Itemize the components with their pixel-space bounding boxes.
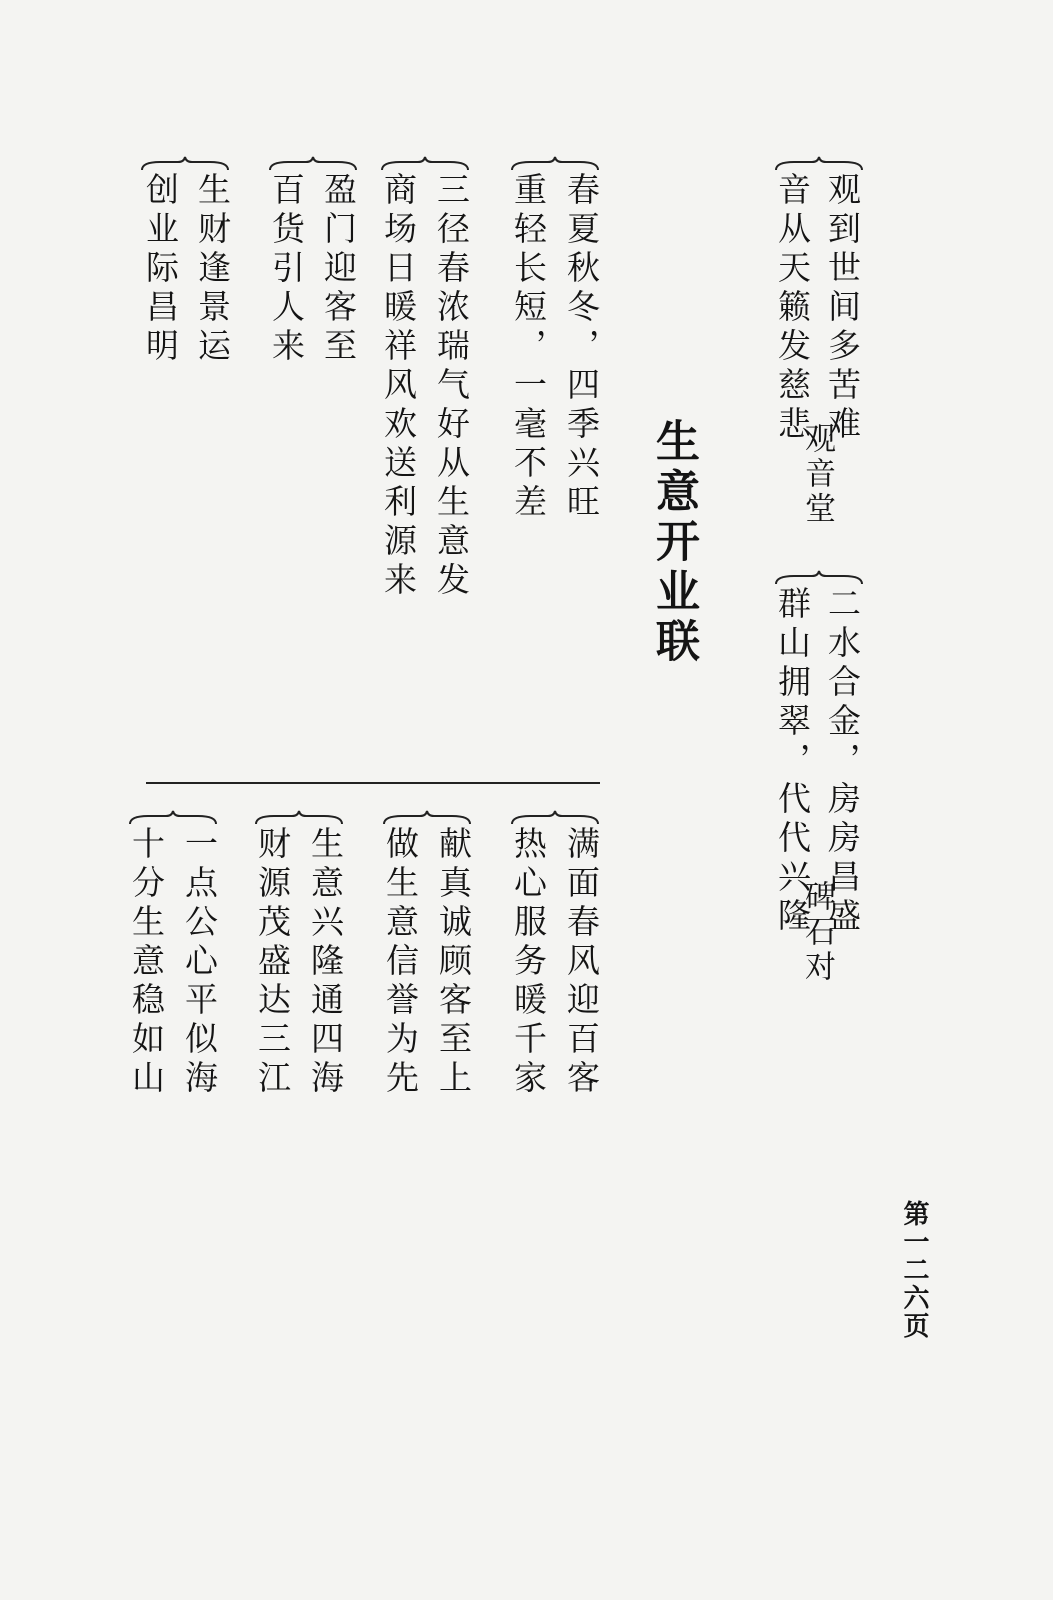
- couplet-lower-line: 热心服务暖千家: [509, 826, 548, 1099]
- couplet-brace: [380, 156, 470, 172]
- couplet-lower-line: 做生意信誉为先: [381, 826, 420, 1099]
- couplet-lower-line: 重轻长短，一毫不差: [509, 172, 548, 523]
- section-divider: [146, 782, 600, 784]
- couplet-upper-line: 三径春浓瑞气好从生意发: [432, 172, 471, 601]
- section-title: 生意开业联: [648, 418, 699, 668]
- couplet-brace: [254, 810, 344, 826]
- page-number: 第一二六页: [899, 1200, 929, 1340]
- couplet-lower-line: 创业际昌明: [141, 172, 180, 367]
- couplet-lower-line: 十分生意稳如山: [127, 826, 166, 1099]
- couplet-upper-line: 二水合金，房房昌盛: [823, 586, 862, 937]
- couplet-upper-line: 献真诚顾客至上: [434, 826, 473, 1099]
- couplet-lower-line: 群山拥翠，代代兴隆: [773, 586, 812, 937]
- couplet-lower-line: 商场日暖祥风欢送利源来: [379, 172, 418, 601]
- couplet-lower-line: 财源茂盛达三江: [253, 826, 292, 1099]
- couplet-upper-line: 观到世间多苦难: [823, 172, 862, 445]
- couplet-upper-line: 满面春风迎百客: [562, 826, 601, 1099]
- couplet-brace: [140, 156, 230, 172]
- couplet-upper-line: 生意兴隆通四海: [306, 826, 345, 1099]
- couplet-location-tag: 观音堂: [799, 422, 835, 527]
- couplet-lower-line: 音从天籁发慈悲: [773, 172, 812, 445]
- couplet-brace: [510, 810, 600, 826]
- couplet-brace: [128, 810, 218, 826]
- couplet-brace: [774, 156, 864, 172]
- couplet-upper-line: 生财逢景运: [193, 172, 232, 367]
- couplet-brace: [268, 156, 358, 172]
- couplet-upper-line: 春夏秋冬，四季兴旺: [562, 172, 601, 523]
- couplet-brace: [382, 810, 472, 826]
- couplet-brace: [774, 570, 864, 586]
- couplet-lower-line: 百货引人来: [267, 172, 306, 367]
- couplet-upper-line: 一点公心平似海: [180, 826, 219, 1099]
- couplet-location-tag: 碑石对: [799, 880, 835, 985]
- couplet-brace: [510, 156, 600, 172]
- couplet-upper-line: 盈门迎客至: [319, 172, 358, 367]
